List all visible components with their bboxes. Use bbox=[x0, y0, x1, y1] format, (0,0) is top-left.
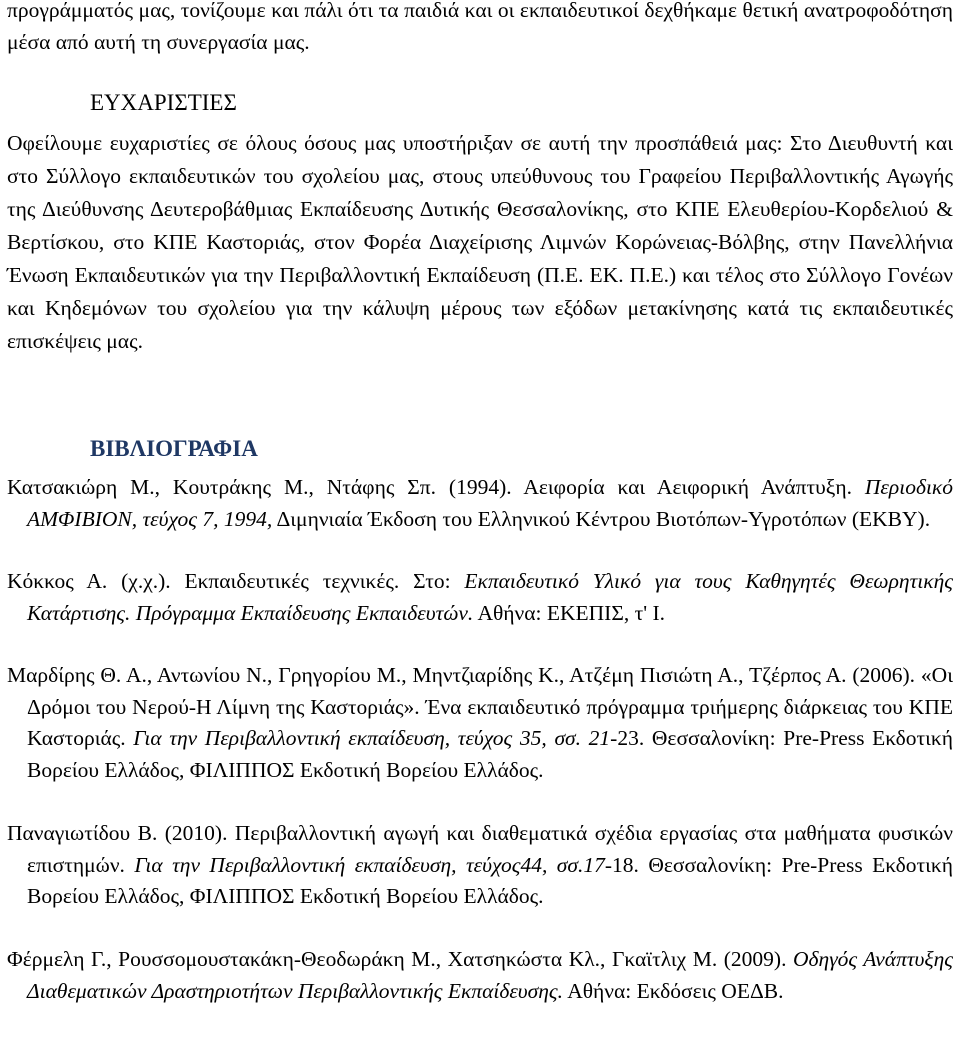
ref-text: Φέρμελη Γ., Ρουσσομουστακάκη-Θεοδωράκη Μ., Χατσηκώστα Κλ., Γκαϊτλιχ Μ. (2009). bbox=[7, 947, 794, 971]
ref-text: Διμηνιαία Έκδοση του Ελληνικού Κέντρου Βιοτόπων-Υγροτόπων (ΕΚΒΥ). bbox=[272, 506, 931, 531]
ref-text: Κόκκος Α. (χ.χ.). Εκπαιδευτικές τεχνικές. Στο: bbox=[7, 569, 465, 593]
ref-text: Αθήνα: Εκδόσεις ΟΕΔΒ. bbox=[563, 978, 784, 1003]
intro-paragraph: προγράμματός μας, τονίζουμε και πάλι ότι τα παιδιά και οι εκπαιδευτικοί δεχθήκαμε θετική ανατροφοδότηση μέσα από αυτή τη συνεργασία μας. bbox=[7, 0, 953, 54]
ref-text: -18. Θεσσαλονίκη: Pre-Press Εκδοτική Βορείου Ελλάδος, ΦΙΛΙΠΠΟΣ Εκδοτική Βορείου Ελλάδος. bbox=[27, 852, 954, 908]
ref-italic-text: Περιοδικό ΑΜΦΙΒΙΟΝ, τεύχος 7, 1994, bbox=[27, 475, 953, 531]
bibliography-entry bbox=[7, 818, 953, 913]
ref-italic-text: Για την Περιβαλλοντική εκπαίδευση, τεύχος 35, σσ. 21- bbox=[133, 726, 618, 750]
bibliography-entry bbox=[7, 944, 953, 1007]
ref-text: Παναγιωτίδου Β. (2010). Περιβαλλοντική αγωγή και διαθεματικά σχέδια εργασίας στα μαθήματα φυσικών επιστημών. bbox=[7, 821, 953, 877]
ref-text: 23. Θεσσαλονίκη: Pre-Press Εκδοτική Βορείου Ελλάδος, ΦΙΛΙΠΠΟΣ Εκδοτική Βορείου Ελλάδος. bbox=[27, 726, 954, 782]
bibliography-entry bbox=[7, 472, 953, 535]
ref-text: Μαρδίρης Θ. Α., Αντωνίου Ν., Γρηγορίου Μ., Μηντζιαρίδης Κ., Ατζέμη Πισιώτη Α., Τζέρπος Α. (2006). «Οι Δρόμοι του Νερού-Η Λίμνη της Καστοριάς». Ένα εκπαιδευτικό πρόγραμμα τριήμερης διάρκειας του ΚΠΕ Καστοριάς. bbox=[7, 663, 953, 750]
bibliography-entry bbox=[7, 566, 953, 629]
ref-text: Κατσακιώρη Μ., Κουτράκης Μ., Ντάφης Σπ. (1994). Αειφορία και Αειφορική Ανάπτυξη. bbox=[7, 475, 865, 499]
ref-italic-text: Οδηγός Ανάπτυξης Διαθεματικών Δραστηριοτήτων Περιβαλλοντικής Εκπαίδευσης. bbox=[27, 947, 954, 1003]
ref-italic-text: Για την Περιβαλλοντική εκπαίδευση, τεύχος44, σσ.17 bbox=[134, 852, 605, 877]
bibliography-heading: ΒΙΒΛΙΟΓΡΑΦΙΑ bbox=[90, 436, 258, 461]
ref-italic-text: Πρόγραμμα Εκπαίδευσης Εκπαιδευτών. bbox=[135, 600, 474, 625]
acknowledgements-paragraph: Οφείλουμε ευχαριστίες σε όλους όσους μας υποστήριξαν σε αυτή την προσπάθειά μας: Στο Διευθυντή και στο Σύλλογο εκπαιδευτικών του σχολείου μας, στους υπεύθυνους του Γραφείου Περιβαλλοντικής Αγωγής της Διεύθυνσης Δευτεροβάθμιας Εκπαίδευσης Δυτικής Θεσσαλονίκης, στο ΚΠΕ Ελευθερίου-Κορδελιού & Βερτίσκου, στο ΚΠΕ Καστοριάς, στον Φορέα Διαχείρισης Λιμνών Κορώνειας-Βόλβης, στην Πανελλήνια Ένωση Εκπαιδευτικών για την Περιβαλλοντική Εκπαίδευση (Π.Ε. ΕΚ. Π.Ε.) και τέλος στο Σύλλογο Γονέων και Κηδεμόνων του σχολείου για την κάλυψη μέρους των εξόδων μετακίνησης κατά τις εκπαιδευτικές επισκέψεις μας. bbox=[7, 131, 953, 353]
acknowledgements-heading: ΕΥΧΑΡΙΣΤΙΕΣ bbox=[90, 90, 237, 115]
ref-italic-text: Εκπαιδευτικό Υλικό για τους Καθηγητές Θεωρητικής Κατάρτισης. bbox=[27, 569, 953, 625]
ref-text: Αθήνα: ΕΚΕΠΙΣ, τ' Ι. bbox=[473, 600, 666, 625]
bibliography-entry bbox=[7, 660, 953, 786]
